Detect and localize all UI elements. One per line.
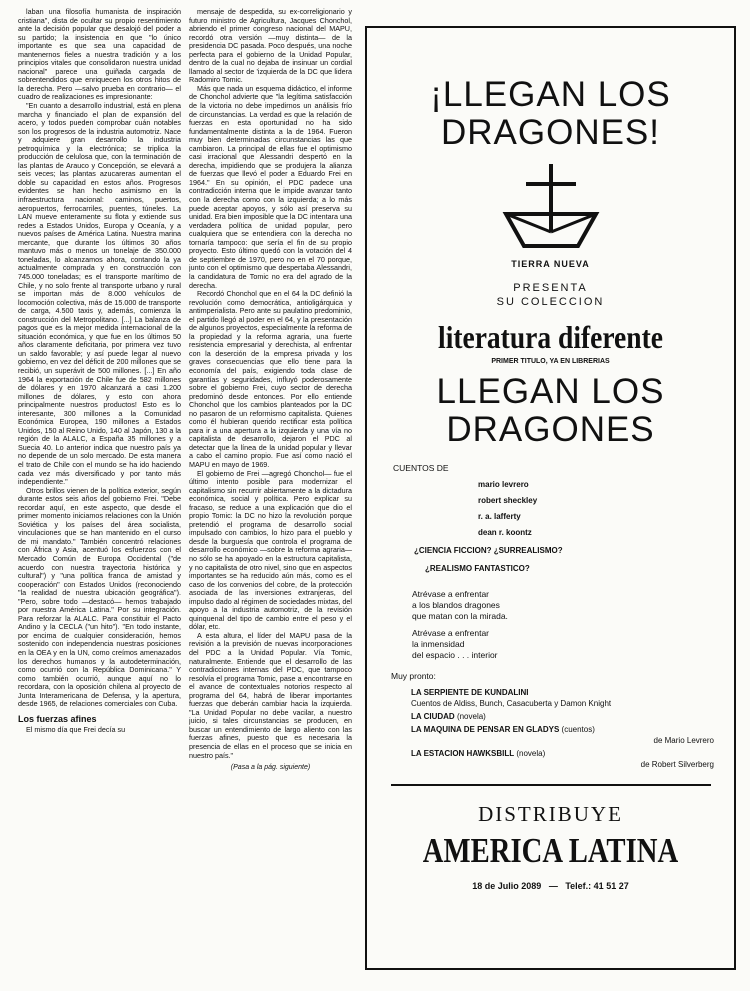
upcoming-book xyxy=(411,711,714,722)
coming-soon-label: Muy pronto: xyxy=(391,671,436,681)
article-paragraph: A esta altura, el líder del MAPU pasa de la revisión a la previsión de nuevas incorporaciones del PDC a la Unidad Popular. Vía Tomic, naturalmente. Entiende que el desarrollo de las contradicciones internas del PDC, que tampoco resolvía el programa Tomic, pase a encontrarse en el avance de contextuales notorios respecto al programa del 64, habrá de liberar importantes fuerzas que deberán cambiar hacia la izquierda. "La Unidad Popular no debe vacilar, a nuestro juicio, si tales circunstancias se producen, en buscar un entendimiento de largo aliento con las fuerzas afines, puesto que es necesaria la presencia de ellas en el proceso que se inicia en nuestro país." xyxy=(189,630,352,760)
article-column-1 xyxy=(18,8,181,980)
invitation-line: la inmensidad xyxy=(412,639,465,649)
distribuye-label: DISTRIBUYE xyxy=(478,802,623,826)
question-line: ¿REALISMO FANTASTICO? xyxy=(425,564,530,573)
advertisement xyxy=(365,26,736,970)
upcoming-book-author: de Mario Levrero xyxy=(653,736,714,745)
article-paragraph: El gobierno de Frei —agregó Chonchol— fue el último intento posible para modernizar el capitalismo sin recurrir abiertamente a la dictadura económica, social y política. Pero explicar su fracaso, se reduce a una explicación que dio el propio Tomic: la DC no hizo la revolución porque pretendió el programa de desarrollo social impulsado con cambios, lo hizo para el pueblo y desde la burguesía que controla el programa de desarrollo económico —sobre la reforma agraria— no sólo se ha apoyado en la estructura capitalista, y no capitalista de otro nivel, sino que en aspectos importantes se ha reducido aún más, como es el caso de los convenios del cobre, de la protección asociada de las inversiones extranjeras, del impulso dado al régimen de sociedades mixtas, del apoyo a la industria automotriz, de la revisión quinquenal del tipo de cambio entre el peso y el dólar, etc. xyxy=(189,468,352,632)
upcoming-book-credit: (cuentos) xyxy=(561,725,595,734)
upcoming-book-title: LA SERPIENTE DE KUNDALINI xyxy=(411,688,529,697)
divider xyxy=(391,784,711,786)
author-list xyxy=(478,477,734,541)
invitation-line: que matan con la mirada. xyxy=(412,611,508,621)
upcoming-book-title: LA ESTACION HAWKSBILL xyxy=(411,749,515,758)
invitation-line: Atrévase a enfrentar xyxy=(412,628,490,638)
upcoming-book-title: LA MAQUINA DE PENSAR EN GLADYS xyxy=(411,725,560,734)
upcoming-book xyxy=(411,724,714,746)
article-subhead: Los fuerzas afines xyxy=(18,713,97,724)
separator-dash: — xyxy=(548,881,558,891)
article xyxy=(18,8,353,980)
invitation-line: Atrévase a enfrentar xyxy=(412,589,490,599)
publisher-name: TIERRA NUEVA xyxy=(511,259,590,269)
article-paragraph: laban una filosofía humanista de inspiración cristiana", dista de ocultar su propio resentimiento ante la decisión popular que desalojó del poder a su partido; la insistencia en que "lo único importante es que sea una capacidad de mantenernos fieles a nuestra tradición y a los principios vitales que consolidaron nuestra unidad nacional" parece una guiñada cargada de sobrentendidos que enriquecen los otros hitos de la derecha. Pero —salvo prueba en contrario— el cuadro de realizaciones es impresionante: xyxy=(18,8,181,102)
continued-note: (Pasa a la pág. siguiente) xyxy=(230,764,311,772)
presenta-line: SU COLECCION xyxy=(496,296,605,308)
distributor-phone: Telef.: 41 51 27 xyxy=(565,881,629,891)
upcoming-book xyxy=(411,748,714,770)
ad-headline: ¡LLEGAN LOS DRAGONES! xyxy=(430,75,671,152)
upcoming-book xyxy=(411,687,714,709)
author: r. a. lafferty xyxy=(478,512,521,521)
invitation-line: a los blandos dragones xyxy=(412,600,500,610)
article-paragraph: Recordó Chonchol que en el 64 la DC definió la revolución como democrática, antioligárquica y antimperialista. Pero ante su paulatino predominio, el partido llegó al poder en el 64, y la presentación de algunos proyectos, especialmente la reforma de la propiedad y la reforma agraria, una fuerte resistencia empresarial y derechista, al enfrentar con la deserción de la empresa privada y los graves consecuencias que ello tiene para la economía del país, exigiendo toda clase de garantías y seguridades, influyó poderosamente sobre el gobierno Frei, cuyo sector de derecha predominó desde entonces. Por ello entiende Chonchol que los cambios planteados por la DC no pasaron de un reformismo capitalista. Quienes como él hubieran querido rectificar esta política para ir a una apertura a la izquierda y una vía no capitalista de desarrollo, dejaron el PDC al detectar que la línea de la unidad popular y llevar a cabo el camino propio. Fue así como nació el MAPU en mayo de 1969. xyxy=(189,289,352,469)
ship-cross-logo-icon xyxy=(496,162,606,257)
question-line: ¿CIENCIA FICCION? ¿SURREALISMO? xyxy=(414,546,563,555)
upcoming-book-credit: (novela) xyxy=(516,749,546,758)
article-paragraph: "En cuanto a desarrollo industrial, está en plena marcha y financiado el plan de expansión del acero, y todos pueden comprobar cuán notables son los progresos de la industria automotriz. Nace y adquiere gran desarrollo la industria petroquímica y la electrónica; se triplica la producción de celulosa que, con la terminación de las plantas de Arauco y Concepción, se elevará a seis veces; las plantas azucareras aumentan el doble su capacidad en estos años. Progresos evidentes se han hecho asimismo en la infraestructura nacional: caminos, puertos, aeropuertos, ferrocarriles, puentes, túneles. La LAN mueve enteramente su flota y extiende sus redes a Estados Unidos, Europa y Oceanía, y a nuevos países de América Latina. Nuestra marina mercante, que durante los últimos 30 años mantuvo más o menos un tonelaje de 350.000 toneladas, lo alcanzamos ahora, contando la ya actualmente comprada y en construcción con 745.000 toneladas; es el transporte marítimo de Chile, y no solo frente al transporte urbano y rural se importan más de 8.000 vehículos de locomoción colectiva, más de 15.000 de transporte de carga, 4.500 taxis y, además, comienza la construcción del Metropolitano. [...] La balanza de pagos que es la mejor medida internacional de la situación económica, y que fue en los últimos 50 años claramente deficitaria, por primera vez tuvo un saldo favorable; y así puede legar al nuevo gobierno, en vez del déficit de 200 millones que se recibió, un superávit de 500 millones. [...] En año 1964 la exportación de Chile fue de 582 millones de dólares y en 1970 alcanzará a casi 1.200 millones de dólares, y esto con ahora principalmente nuestros productos! Esto es lo interesante, 300 millones a la Comunidad Económica Europea, 190 millones a Estados Unidos, 150 al Reino Unido, 140 al Japón, 130 a la región de la ALALC, a España 35 millones y a Suecia 40. Lo anterior indica que nuestro país ya no depende de un solo mercado. De esta manera el trato de Chile con el mundo se ha ido haciendo cada vez más diversificado y por tanto más independiente." xyxy=(18,101,181,487)
upcoming-book-title: LA CIUDAD xyxy=(411,712,455,721)
upcoming-books xyxy=(411,687,714,770)
upcoming-book-credit: (novela) xyxy=(456,712,486,721)
book-title: LLEGAN LOS DRAGONES xyxy=(436,372,665,449)
article-paragraph: Otros brillos vienen de la política exterior, según durante estos seis años del gobierno Frei. "Debe recordar aquí, en este aspecto, que desde el primer momento iniciamos relaciones con la Unión Soviética y los países del área socialista, vinculaciones que se han mantenido en el curso de mi mandato." También concentró relaciones con África y Asia, acentuó los esfuerzos con el Mercado Común de Europa Occidental ("de acuerdo con nuestra trayectoria histórica y cultural") y "una política franca de amistad y cooperación" con Estados Unidos (reconociendo "la realidad de nuestra ubicación geográfica"). "Pero, sobre todo —destacó— hemos trabajado por nuestra América Latina." Por su integración. Para reforzar la ALALC. Para constituir el Pacto Andino y la CECLA ("un hito"). "En todo instante, por encima de cualquier consideración, hemos sostenido con independencia nuestras posiciones en la OEA y en la UN, como creímos amenazados los derechos humanos y la autodeterminación, como ocurrió con la República Dominicana." Y como también ocurrió, aunque aquí no lo recordara, con la oposición chilena al proyecto de Junta Interamericana de Defensa, y la apertura, desde 1965, de relaciones comerciales con Cuba. xyxy=(18,485,181,709)
author: dean r. koontz xyxy=(478,528,532,537)
distributor-address: 18 de Julio 2089 xyxy=(472,881,542,891)
upcoming-book-credit: Cuentos de Aldiss, Bunch, Casacuberta y Damon Knight xyxy=(411,699,612,708)
article-column-2 xyxy=(189,8,352,980)
presenta-text xyxy=(367,281,734,309)
article-paragraph: El mismo día que Frei decía su xyxy=(26,725,126,735)
upcoming-book-author: de Robert Silverberg xyxy=(640,760,714,769)
invitation-line: del espacio . . . interior xyxy=(412,650,498,660)
presenta-line: PRESENTA xyxy=(513,282,588,294)
premier-note: PRIMER TITULO, YA EN LIBRERIAS xyxy=(491,358,610,365)
collection-title: literatura diferente xyxy=(438,319,663,355)
invitation xyxy=(412,589,734,661)
author: robert sheckley xyxy=(478,496,538,505)
cuentos-de-label: CUENTOS DE xyxy=(393,463,449,473)
author: mario levrero xyxy=(478,480,529,489)
distributor-name: AMERICA LATINA xyxy=(422,831,679,870)
article-paragraph: Más que nada un esquema didáctico, el informe de Chonchol advierte que "la legítima satisfacción de la victoria no debe impedirnos un análisis frío de circunstancias. La verdad es que la relación de fuerzas en esta oportunidad no ha sido fundamentalmente distinta a la de 1964. Fueron muy bien determinadas circunstancias las que cambiaron. La principal de ellas fue el optimismo casi irracional que Alessandri despertó en la derecha, impidiendo que se produjera la alianza de fuerzas que llevó el poder a Eduardo Frei en 1964." En su opinión, el PDC padece una contradicción interna que le impide avanzar tanto con la derecha como con la izquierda; a lo más puede aceptar apoyos, y sólo así preserva su unidad. Era bien imposible que la DC intentara una verdadera política de unidad popular, pero cualquiera que se entendiera con la derecha no tornaría tampoco: que sería el fin de su propio proyecto. Esto último quedó con la votación del 4 de septiembre de 1970, pero no en el 70 porque, junto con el optimismo que despertaba Alessandri, la candidatura de Tomic no era del agrado de la derecha. xyxy=(189,83,352,290)
article-paragraph: mensaje de despedida, su ex-correligionario y futuro ministro de Agricultura, Jacques Chonchol, abriendo el primer congreso nacional del MAPU, recordó otra versión —muy distinta— de la presidencia DC pasada. Poco después, una noche perfecta para el gobierno de la Unidad Popular, dentro de la cual no dejaba de insinuar un cordial llamado al sector de 'izquierda de la DC que lidera Radomiro Tomic. xyxy=(189,8,352,85)
distributor-contact xyxy=(367,881,734,891)
